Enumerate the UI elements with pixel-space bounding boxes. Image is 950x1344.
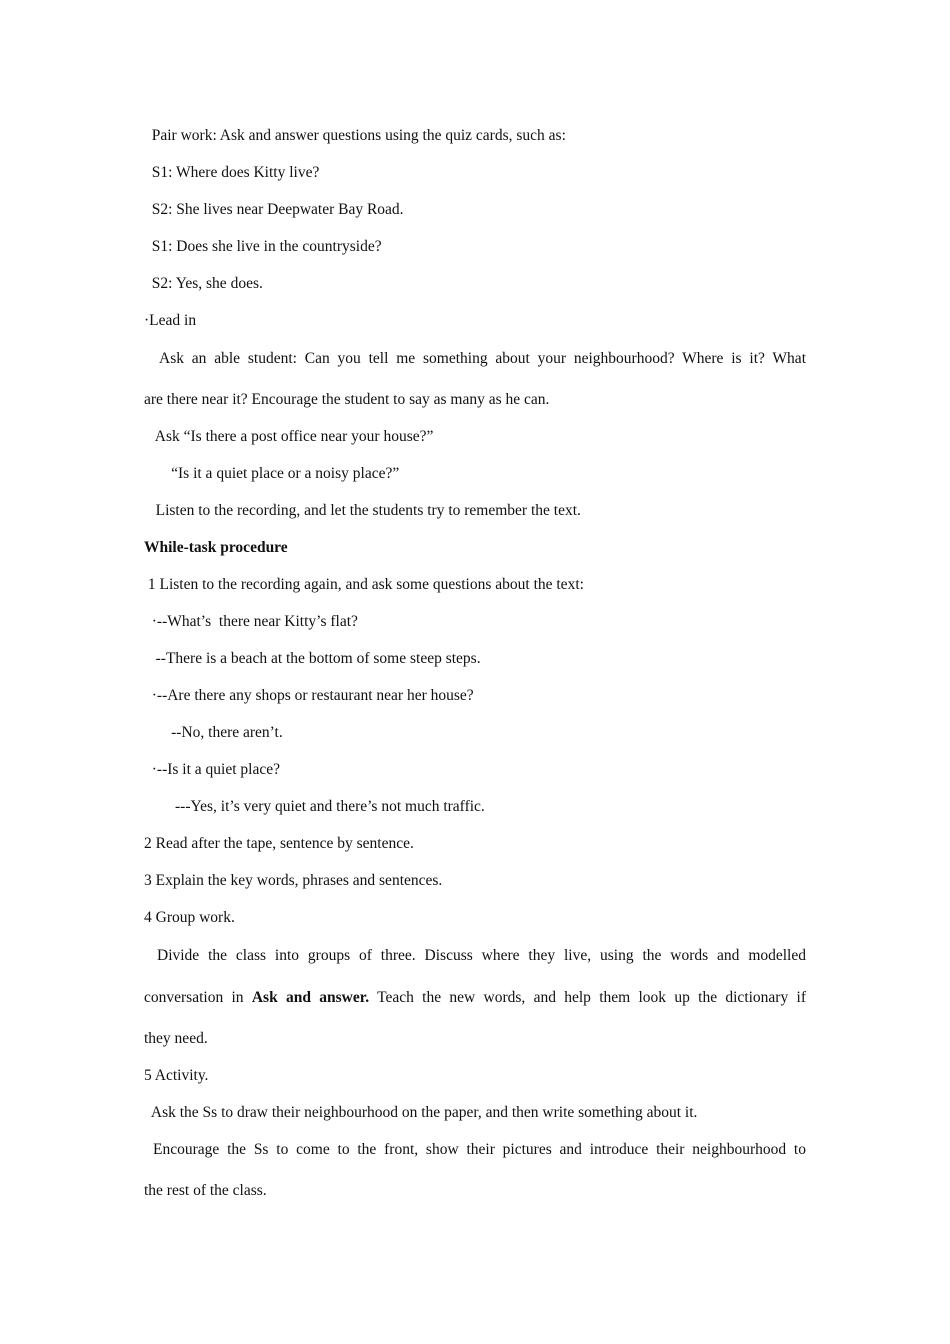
step-line: 1 Listen to the recording again, and ask some questions about the text:: [144, 576, 584, 593]
qa-line: ·--Are there any shops or restaurant near her house?: [144, 687, 474, 704]
activity-paragraph-line: the rest of the class.: [144, 1182, 267, 1199]
dialogue-line: S2: She lives near Deepwater Bay Road.: [144, 201, 404, 218]
pair-work-line: Pair work: Ask and answer questions using the quiz cards, such as:: [144, 127, 566, 144]
text-run: conversation in: [144, 989, 252, 1006]
instruction-line: Listen to the recording, and let the students try to remember the text.: [144, 502, 581, 519]
activity-line: Ask the Ss to draw their neighbourhood on the paper, and then write something about it.: [144, 1104, 698, 1121]
document-page: [144, 0, 806, 1344]
group-work-paragraph-line: Divide the class into groups of three. Discuss where they live, using the words and modelled: [157, 947, 806, 964]
dialogue-line: S2: Yes, she does.: [144, 275, 263, 292]
qa-line: ·--Is it a quiet place?: [144, 761, 280, 778]
step-line: 3 Explain the key words, phrases and sentences.: [144, 872, 443, 889]
lead-in-paragraph-line: are there near it? Encourage the student to say as many as he can.: [144, 391, 550, 408]
lead-in-paragraph-line: Ask an able student: Can you tell me something about your neighbourhood? Where is it? What: [159, 350, 806, 367]
qa-line: --No, there aren’t.: [144, 724, 283, 741]
dialogue-line: S1: Does she live in the countryside?: [144, 238, 382, 255]
bold-term: Ask and answer.: [251, 989, 370, 1006]
activity-paragraph-line: Encourage the Ss to come to the front, show their pictures and introduce their neighbourhood to: [153, 1141, 806, 1158]
step-line: 5 Activity.: [144, 1067, 209, 1084]
question-line: “Is it a quiet place or a noisy place?”: [144, 465, 400, 482]
qa-line: ·--What’s there near Kitty’s flat?: [144, 613, 358, 630]
lead-in-heading: ·Lead in: [144, 312, 197, 329]
step-line: 2 Read after the tape, sentence by sentence.: [144, 835, 414, 852]
question-line: Ask “Is there a post office near your house?”: [144, 428, 434, 445]
text-run: Teach the new words, and help them look up the dictionary if: [369, 989, 806, 1006]
qa-line: ---Yes, it’s very quiet and there’s not much traffic.: [144, 798, 485, 815]
qa-line: --There is a beach at the bottom of some steep steps.: [144, 650, 481, 667]
step-line: 4 Group work.: [144, 909, 235, 926]
dialogue-line: S1: Where does Kitty live?: [144, 164, 320, 181]
group-work-paragraph-line: [144, 988, 806, 1008]
section-heading: While-task procedure: [144, 539, 288, 556]
group-work-paragraph-line: they need.: [144, 1030, 208, 1047]
